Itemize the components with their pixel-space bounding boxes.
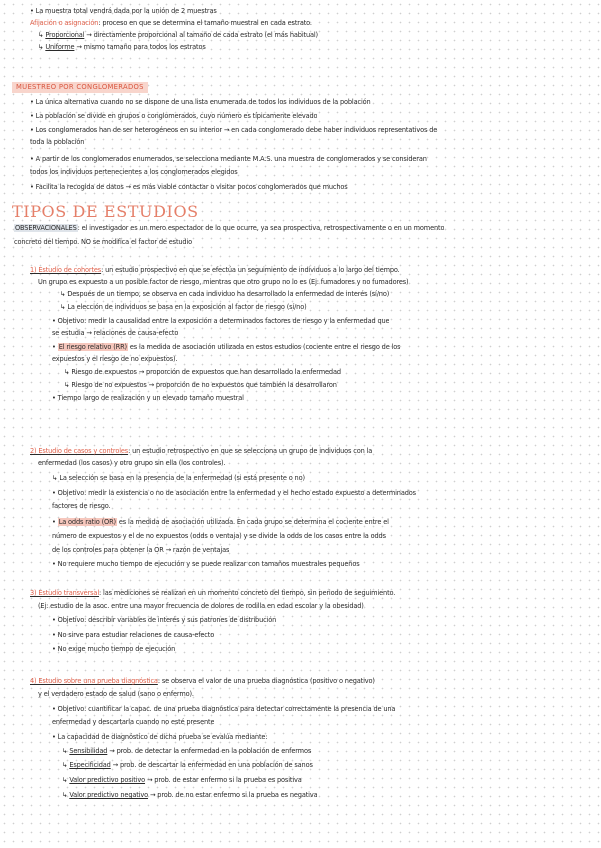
note-line: ↳ Sensibilidad → prob. de detectar la enfermedad en la población de enfermos bbox=[62, 747, 312, 755]
note-line: • La única alternativa cuando no se dispone de una lista enumerada de todos los individuos de la población bbox=[30, 98, 371, 106]
note-line: y el verdadero estado de salud (sano o enfermo). bbox=[38, 690, 194, 698]
heading-casos-controles: 2) Estudio de casos y controles bbox=[30, 447, 129, 455]
note-line: • Facilita la recogida de datos → es más viable contactar o visitar pocos conglomerados que muchos bbox=[30, 183, 348, 191]
page-title: TIPOS DE ESTUDIOS bbox=[12, 202, 199, 221]
term-riesgo-relativo: El riesgo relativo (RR) bbox=[58, 343, 127, 351]
note-line: (Ej: estudio de la asoc. entre una mayor frecuencia de dolores de rodilla en edad escolar y la obesidad) bbox=[38, 602, 364, 610]
note-line: ↳ Valor predictivo positivo → prob. de estar enfermo si la prueba es positiva bbox=[62, 776, 302, 784]
note-line: ↳ La selección se basa en la presencia de la enfermedad (si está presente o no) bbox=[52, 474, 305, 482]
note-line: • Los conglomerados han de ser heterogéneos en su interior → en cada conglomerado debe haber individuos representativos de bbox=[30, 126, 438, 134]
casos-def: : un estudio retrospectivo en que se selecciona un grupo de individuos con la bbox=[128, 447, 373, 455]
term-observacionales: OBSERVACIONALES bbox=[15, 224, 77, 232]
heading-cohortes: 1) Estudio de cohortes bbox=[30, 266, 102, 274]
note-line bbox=[30, 677, 375, 686]
term-especificidad-def: → prob. de descartar la enfermedad en una población de sanos bbox=[110, 761, 313, 769]
note-line: todos los individuos pertenecientes a los conglomerados elegidos bbox=[30, 168, 238, 176]
note-line bbox=[30, 266, 400, 275]
term-odds-ratio-def: es la medida de asociación utilizada. En cada grupo se determina el cociente entre el bbox=[116, 518, 389, 526]
note-line: de los controles para obtener la OR → razón de ventajas bbox=[52, 546, 230, 554]
term-proporcional: Proporcional bbox=[45, 31, 85, 39]
section-heading-conglomerados: MUESTREO POR CONGLOMERADOS bbox=[12, 82, 148, 93]
term-riesgo-relativo-def: es la medida de asociación utilizada en estos estudios (cociente entre el riesgo de los bbox=[127, 343, 401, 351]
term-vpp-def: → prob. de estar enfermo si la prueba es positiva bbox=[145, 776, 302, 784]
note-line: • No exige mucho tiempo de ejecución bbox=[52, 645, 176, 653]
term-vpp: Valor predictivo positivo bbox=[69, 776, 146, 784]
term-observacionales-def: : el investigador es un mero espectador de lo que ocurre, ya sea prospectiva, retrospectivamente o en un momento bbox=[77, 224, 445, 232]
note-line: • Objetivo: cuantificar la capac. de una prueba diagnóstica para detectar correctamente la presencia de una bbox=[52, 705, 396, 713]
term-afijacion-def: : proceso en que se determina el tamaño muestral en cada estrato. bbox=[98, 19, 312, 27]
transversal-def: : las mediciones se realizan en un momento concreto del tiempo, sin periodo de seguimiento. bbox=[99, 589, 396, 597]
diagnostica-def: : se observa el valor de una prueba diagnóstica (positivo o negativo) bbox=[157, 677, 375, 685]
term-uniforme-def: → mismo tamaño para todos los estratos bbox=[74, 43, 206, 51]
note-line: concreto del tiempo. NO se modifica el factor de estudio bbox=[14, 238, 193, 246]
term-vpn-def: → prob. de no estar enfermo si la prueba es negativa bbox=[148, 791, 318, 799]
term-proporcional-def: → directamente proporcional al tamaño de cada estrato (el más habitual) bbox=[84, 31, 318, 39]
note-line: ↳ Riesgo de expuestos → proporción de expuestos que han desarrollado la enfermedad bbox=[64, 368, 341, 376]
note-line: ↳ Especificidad → prob. de descartar la enfermedad en una población de sanos bbox=[62, 761, 313, 769]
term-uniforme: Uniforme bbox=[45, 43, 75, 51]
term-afijacion: Afijación o asignación bbox=[30, 19, 99, 27]
note-line: • A partir de los conglomerados enumerados, se selecciona mediante M.A.S. una muestra de conglomerados y se consideran bbox=[30, 155, 427, 163]
note-line bbox=[14, 224, 444, 233]
note-line: ↳ Valor predictivo negativo → prob. de no estar enfermo si la prueba es negativa bbox=[62, 791, 318, 799]
note-line: factores de riesgo. bbox=[52, 502, 111, 510]
term-sensibilidad: Sensibilidad bbox=[69, 747, 108, 755]
note-line bbox=[30, 589, 395, 598]
note-line: • No requiere mucho tiempo de ejecución y se puede realizar con tamaños muestrales pequeños bbox=[52, 560, 360, 568]
note-line: • La muestra total vendrá dada por la unión de 2 muestras bbox=[30, 7, 217, 15]
note-line: ↳ Uniforme → mismo tamaño para todos los estratos bbox=[38, 43, 206, 51]
note-line: • La capacidad de diagnóstico de dicha prueba se evalúa mediante: bbox=[52, 733, 268, 741]
note-line: enfermedad y descartarla cuando no esté presente bbox=[52, 718, 215, 726]
note-line: ↳ La elección de individuos se basa en la exposición al factor de riesgo (sí/no) bbox=[60, 303, 307, 311]
note-line: • Tiempo largo de realización y un elevado tamaño muestral bbox=[52, 394, 244, 402]
note-line: • La odds ratio (OR) es la medida de asociación utilizada. En cada grupo se determina el cociente entre el bbox=[52, 518, 389, 526]
note-line: ↳ Riesgo de no expuestos → proporción de no expuestos que también la desarrollaron bbox=[64, 381, 337, 389]
note-line: • La población se divide en grupos o conglomerados, cuyo número es típicamente elevado bbox=[30, 112, 318, 120]
term-odds-ratio: La odds ratio (OR) bbox=[58, 518, 116, 526]
note-line: • El riesgo relativo (RR) es la medida de asociación utilizada en estos estudios (cociente entre el riesgo de los bbox=[52, 343, 401, 351]
note-line: • Objetivo: medir la existencia o no de asociación entre la enfermedad y el hecho estado expuesto a determinados bbox=[52, 489, 416, 497]
note-line: • Objetivo: medir la causalidad entre la exposición a determinados factores de riesgo y la enfermedad que bbox=[52, 317, 390, 325]
note-line: número de expuestos y el de no expuestos (odds o ventaja) y se divide la odds de los casos entre la odds bbox=[52, 532, 386, 540]
note-line bbox=[30, 19, 312, 28]
note-line: Un grupo es expuesto a un posible factor de riesgo, mientras que otro grupo no lo es (Ej: fumadores y no fumadores) bbox=[38, 278, 409, 286]
heading-prueba-diagnostica: 4) Estudio sobre una prueba diagnóstica bbox=[30, 677, 158, 685]
note-line: expuestos y el riesgo de no expuestos). bbox=[52, 355, 178, 363]
note-line: ↳ Proporcional → directamente proporcional al tamaño de cada estrato (el más habitual) bbox=[38, 31, 318, 39]
note-line: enfermedad (los casos) y otro grupo sin ella (los controles). bbox=[38, 459, 226, 467]
note-line: • Objetivo: describir variables de interés y sus patrones de distribución bbox=[52, 616, 277, 624]
note-line bbox=[30, 447, 372, 456]
note-line: • No sirve para estudiar relaciones de causa-efecto bbox=[52, 631, 215, 639]
note-line: ↳ Después de un tiempo, se observa en cada individuo ha desarrollado la enfermedad de interés (sí/no) bbox=[60, 290, 390, 298]
note-line: se estudia → relaciones de causa-efecto bbox=[52, 329, 179, 337]
cohortes-def: : un estudio prospectivo en que se efectúa un seguimiento de individuos a lo largo del tiempo. bbox=[101, 266, 400, 274]
heading-transversal: 3) Estudio transversal bbox=[30, 589, 100, 597]
term-especificidad: Especificidad bbox=[69, 761, 111, 769]
term-sensibilidad-def: → prob. de detectar la enfermedad en la población de enfermos bbox=[107, 747, 312, 755]
term-vpn: Valor predictivo negativo bbox=[69, 791, 149, 799]
note-line: toda la población bbox=[30, 138, 85, 146]
